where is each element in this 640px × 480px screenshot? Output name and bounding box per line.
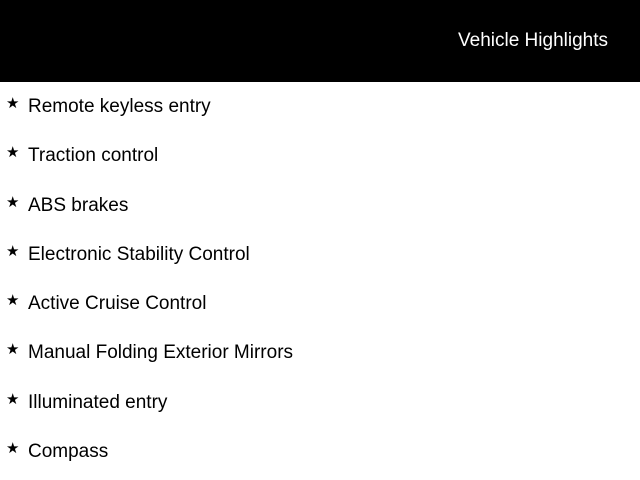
- list-item: [0, 82, 640, 131]
- list-item-label: Illuminated entry: [28, 391, 168, 413]
- star-icon: ★: [6, 193, 20, 211]
- star-icon: ★: [6, 440, 20, 458]
- list-item: [0, 378, 640, 427]
- list-item-label: Active Cruise Control: [28, 293, 207, 315]
- list-item-label: Remote keyless entry: [28, 96, 211, 117]
- list-item-label: Manual Folding Exterior Mirrors: [28, 342, 294, 364]
- list-item: [0, 328, 640, 377]
- star-icon: ★: [6, 341, 20, 359]
- star-icon: ★: [6, 95, 20, 112]
- list-item-label: ABS brakes: [28, 194, 129, 216]
- star-icon: ★: [6, 292, 20, 310]
- list-item-label: Electronic Stability Control: [28, 243, 250, 265]
- list-item: [0, 230, 640, 279]
- star-icon: ★: [6, 144, 20, 162]
- star-icon: ★: [6, 390, 20, 408]
- page-title: Vehicle Highlights: [458, 30, 608, 51]
- list-item: [0, 181, 640, 230]
- highlights-list: [0, 82, 640, 476]
- star-icon: ★: [6, 242, 20, 260]
- header-bar: [0, 0, 640, 82]
- list-item: [0, 427, 640, 476]
- list-item-label: Traction control: [28, 145, 159, 167]
- list-item: [0, 279, 640, 328]
- list-item-label: Compass: [28, 441, 109, 463]
- list-item: [0, 131, 640, 180]
